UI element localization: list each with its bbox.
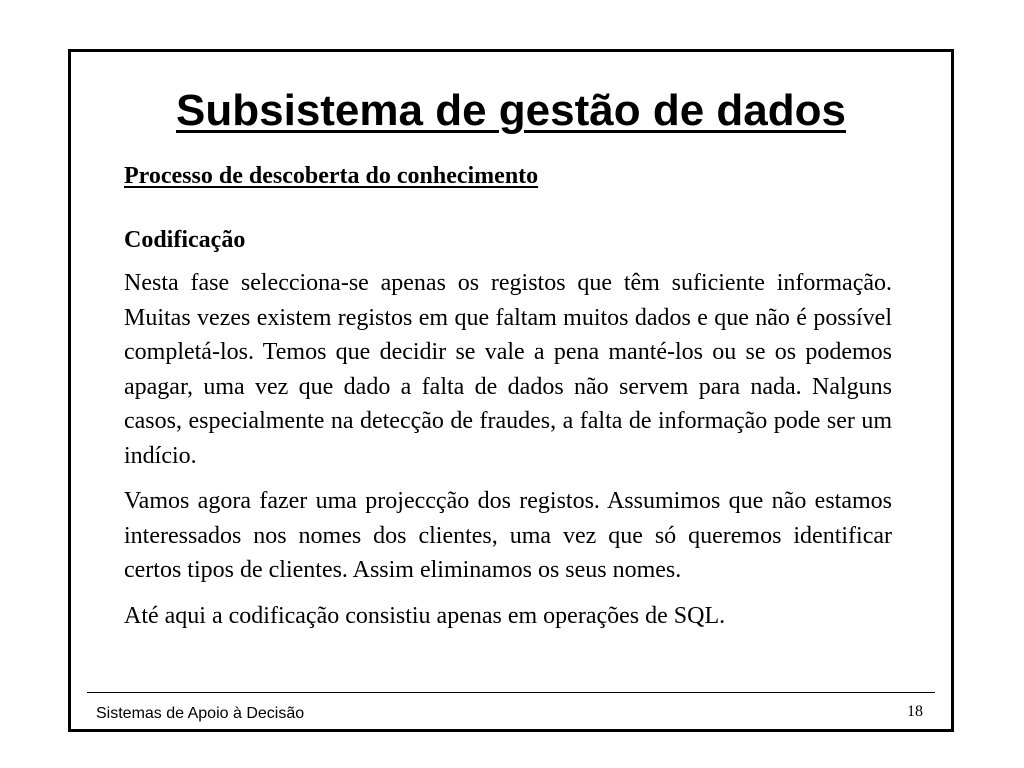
slide-frame (68, 49, 954, 732)
paragraph: Vamos agora fazer uma projeccção dos registos. Assumimos que não estamos interessados nos nomes dos clientes, uma vez que só queremos identificar certos tipos de clientes. Assim eliminamos os seus nomes. (124, 488, 892, 583)
footer-course-title: Sistemas de Apoio à Decisão (96, 705, 305, 722)
slide-title: Subsistema de gestão de dados (176, 86, 846, 135)
paragraph: Nesta fase selecciona-se apenas os registos que têm suficiente informação. Muitas vezes existem registos em que faltam muitos dados e que não é possível completá-los. Temos que decidir se vale a pena manté-los ou se os podemos apagar, uma vez que dado a falta de dados não servem para nada. Nalguns casos, especialmente na detecção de fraudes, a falta de informação pode ser um indício. (124, 270, 892, 469)
slide-content (124, 161, 892, 633)
page-number: 18 (907, 703, 923, 720)
paragraph: Até aqui a codificação consistiu apenas em operações de SQL. (124, 602, 726, 629)
slide-subtitle: Processo de descoberta do conhecimento (124, 163, 539, 189)
section-heading: Codificação (124, 227, 246, 253)
footer-divider (87, 692, 935, 693)
